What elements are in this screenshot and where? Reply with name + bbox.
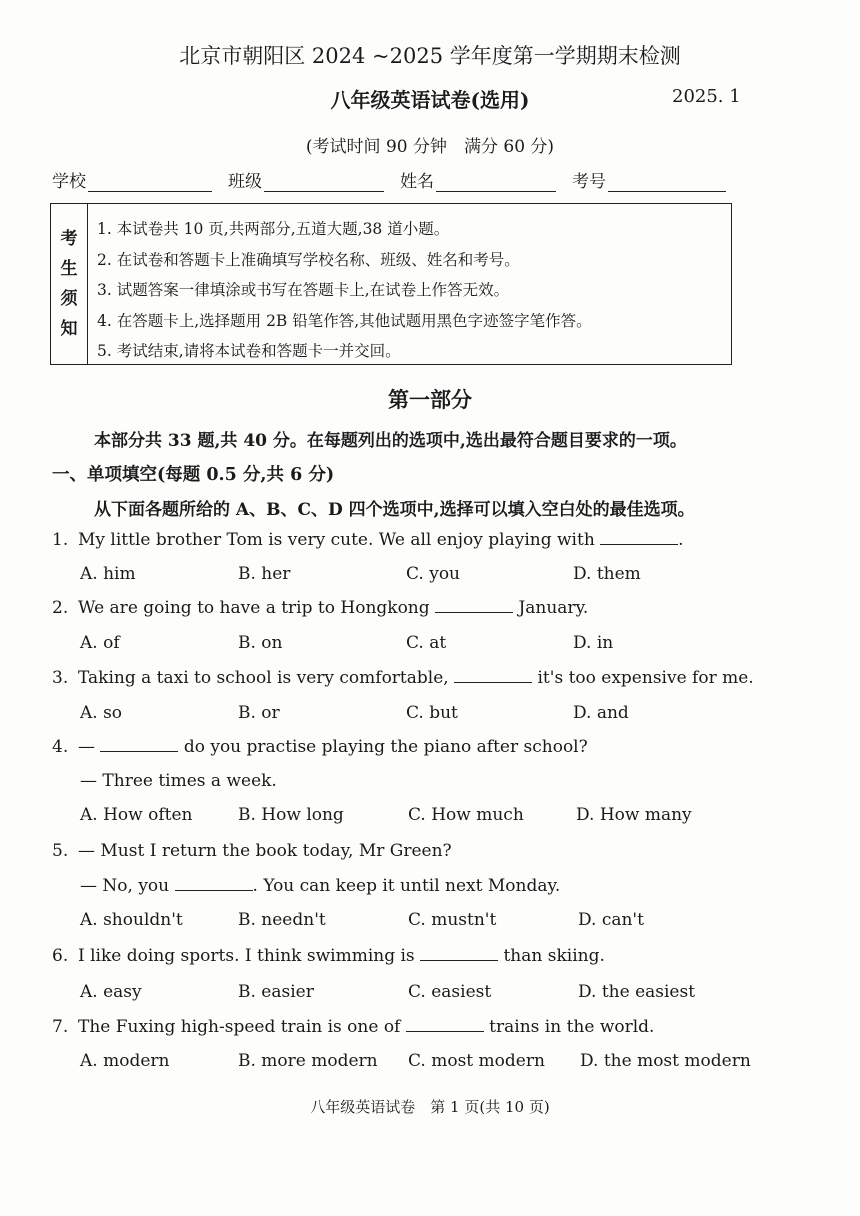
stem-text: . You can keep it until next Monday. [252,876,561,896]
option-b: B. or [238,703,280,723]
question-response: — Three times a week. [80,771,277,791]
name-label: 姓名 [400,172,434,192]
stem-text: it's too expensive for me. [537,668,754,688]
option-b: B. How long [238,805,344,825]
answer-blank [100,737,178,752]
option-a: A. shouldn't [80,910,183,930]
option-c: C. easiest [408,982,492,1002]
question-number: 2. [52,598,69,618]
notice-item: 2. 在试卷和答题卡上准确填写学校名称、班级、姓名和考号。 [97,250,520,269]
option-d: D. and [573,703,629,723]
option-d: D. the easiest [578,982,696,1002]
stem-text: — No, you [80,876,170,896]
answer-blank [600,530,678,545]
notice-item: 1. 本试卷共 10 页,共两部分,五道大题,38 道小题。 [97,220,450,238]
notice-list [97,214,592,367]
option-c: C. most modern [408,1051,545,1071]
answer-blank [454,668,532,683]
option-c: C. you [406,564,460,584]
question-number: 7. [52,1017,69,1037]
notice-side-char: 考 [60,229,78,249]
option-b: B. more modern [238,1051,378,1071]
section-instruction: 从下面各题所给的 A、B、C、D 四个选项中,选择可以填入空白处的最佳选项。 [94,500,695,520]
stem-text: — Must I return the book today, Mr Green? [78,841,452,861]
question-stem [52,1017,654,1037]
option-c: C. at [406,633,447,653]
part-title: 第一部分 [388,387,472,412]
notice-side-label [51,204,88,364]
notice-item: 4. 在答题卡上,选择题用 2B 铅笔作答,其他试题用黑色字迹签字笔作答。 [97,311,592,330]
student-info-row [52,167,732,192]
question-stem [52,598,588,618]
question-stem [52,668,754,688]
part-intro: 本部分共 33 题,共 40 分。在每题列出的选项中,选出最符合题目要求的一项。 [94,431,687,451]
notice-side-char: 知 [60,319,78,339]
option-d: D. How many [576,805,692,825]
answer-blank [175,876,253,891]
question-number: 6. [52,946,69,966]
stem-text: My little brother Tom is very cute. We all enjoy playing with [78,530,595,550]
exam-time: (考试时间 90 分钟 满分 60 分) [305,137,555,157]
candidate-notice-box [50,203,732,365]
option-a: A. easy [80,982,142,1002]
stem-text: do you practise playing the piano after school? [183,737,588,757]
question-response [80,876,560,896]
class-label: 班级 [228,172,262,192]
exam-number-blank [608,173,726,192]
notice-side-char: 生 [60,259,78,279]
question-stem [52,841,452,861]
question-number: 5. [52,841,69,861]
page-footer: 八年级英语试卷 第 1 页(共 10 页) [310,1098,550,1116]
exam-number-field [572,167,726,192]
stem-text: trains in the world. [489,1017,655,1037]
answer-blank [420,946,498,961]
name-blank [436,173,556,192]
stem-text: Taking a taxi to school is very comfortable, [78,668,449,688]
question-stem [52,946,605,966]
question-stem [52,530,684,550]
question-number: 1. [52,530,69,550]
class-blank [264,173,384,192]
option-a: A. him [80,564,136,584]
school-blank [88,173,212,192]
answer-blank [435,598,513,613]
stem-text: I like doing sports. I think swimming is [78,946,415,966]
option-b: B. on [238,633,283,653]
option-a: A. How often [80,805,193,825]
stem-text: . [678,530,684,550]
exam-number-label: 考号 [572,172,606,192]
option-c: C. mustn't [408,910,497,930]
option-b: B. her [238,564,291,584]
exam-title: 北京市朝阳区 2024 ~2025 学年度第一学期期末检测 [179,44,681,68]
question-number: 3. [52,668,69,688]
question-stem [52,737,588,757]
stem-text: — [78,737,95,757]
name-field [400,167,556,192]
exam-subtitle: 八年级英语试卷(选用) [330,88,530,112]
option-a: A. of [80,633,120,653]
school-field [52,167,212,192]
option-d: D. can't [578,910,644,930]
stem-text: The Fuxing high-speed train is one of [78,1017,401,1037]
notice-item: 5. 考试结束,请将本试卷和答题卡一并交回。 [97,342,401,360]
section-title: 一、单项填空(每题 0.5 分,共 6 分) [52,465,335,485]
option-c: C. but [406,703,458,723]
stem-text: than skiing. [503,946,605,966]
option-a: A. modern [80,1051,170,1071]
exam-date: 2025. 1 [672,86,741,107]
option-d: D. them [573,564,641,584]
notice-item: 3. 试题答案一律填涂或书写在答题卡上,在试卷上作答无效。 [97,281,510,299]
option-b: B. needn't [238,910,326,930]
class-field [228,167,384,192]
option-d: D. in [573,633,614,653]
option-b: B. easier [238,982,314,1002]
question-number: 4. [52,737,69,757]
school-label: 学校 [52,172,86,192]
stem-text: January. [518,598,589,618]
option-d: D. the most modern [580,1051,751,1071]
stem-text: We are going to have a trip to Hongkong [78,598,430,618]
answer-blank [406,1017,484,1032]
notice-side-char: 须 [60,289,78,309]
option-a: A. so [80,703,123,723]
option-c: C. How much [408,805,524,825]
